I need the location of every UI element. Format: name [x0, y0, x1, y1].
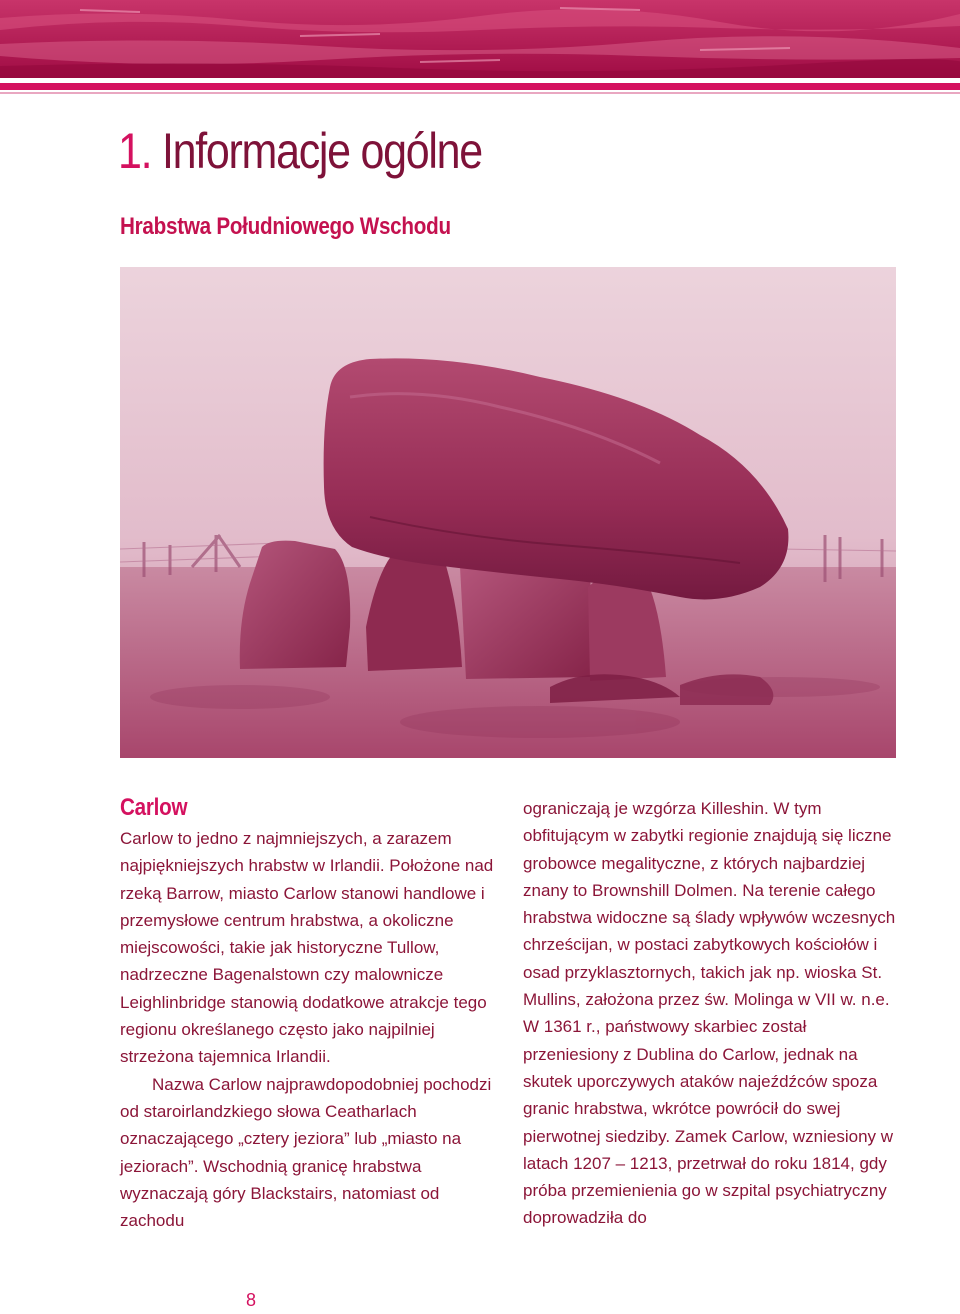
top-banner	[0, 0, 960, 78]
header-rule-thin	[0, 92, 960, 94]
section-heading: Carlow	[120, 794, 188, 821]
right-column	[523, 795, 903, 1232]
title-number: 1.	[118, 123, 152, 179]
page-number: 8	[246, 1290, 257, 1310]
paragraph: Nazwa Carlow najprawdopodobniej pochodzi od staroirlandzkiego słowa Ceatharlach oznaczającego „cztery jeziora” lub „miasto na jeziorach”. Wschodnią granicę hrabstwa wyznaczają góry Blackstairs, natomiast od zachodu	[120, 1074, 492, 1231]
left-column	[120, 795, 500, 1234]
page-title	[118, 122, 482, 180]
title-text: Informacje ogólne	[161, 123, 482, 179]
paragraph: ograniczają je wzgórza Killeshin. W tym obfitującym w zabytki regionie znajdują się liczne grobowce megalityczne, z których najbardziej znany to Brownshill Dolmen. Na terenie całego hrabstwa widoczne są ślady wpływów wczesnych chrześcijan, w postaci zabytkowych kościołów i osad przyklasztornych, takich jak np. wioska St. Mullins, założona przez św. Molinga w VII w. n.e. W 1361 r., państwowy skarbiec został przeniesiony z Dublina do Carlow, jednak na skutek uporczywych ataków najeźdźców spoza granic hrabstwa, wkrótce powrócił do swej pierwotnej siedziby. Zamek Carlow, wzniesiony w latach 1207 – 1213, przetrwał do roku 1814, gdy próba przemienienia go w szpital psychiatryczny doprowadziła do	[523, 799, 896, 1228]
paragraph: Carlow to jedno z najmniejszych, a zarazem najpiękniejszych hrabstw w Irlandii. Położone nad rzeką Barrow, miasto Carlow stanowi handlowe i przemysłowe centrum hrabstwa, a okoliczne miejscowości, takie jak historyczne Tullow, nadrzeczne Bagenalstown czy malownicze Leighlinbridge stanowią dodatkowe atrakcje tego regionu określanego często jako najpilniej strzeżona tajemnica Irlandii.	[120, 829, 494, 1067]
header-rule	[0, 83, 960, 90]
dolmen-photo-icon	[120, 267, 896, 758]
water-texture-image	[0, 0, 960, 78]
dolmen-photo	[120, 267, 896, 758]
page-subtitle: Hrabstwa Południowego Wschodu	[120, 213, 451, 240]
